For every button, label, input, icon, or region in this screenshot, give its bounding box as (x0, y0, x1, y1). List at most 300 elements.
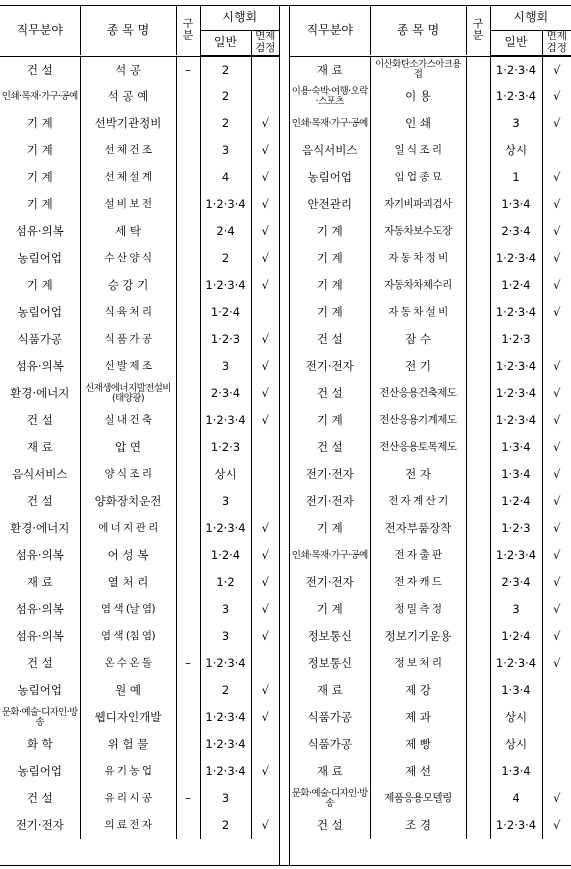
item-cell: 신재생에너지발전설비(태양광) (80, 380, 176, 407)
general-cell: 상시 (490, 731, 542, 758)
header-item: 종 목 명 (370, 5, 466, 55)
item-cell: 실 내 건 축 (80, 407, 176, 434)
exemption-cell: √ (542, 407, 571, 434)
exemption-cell: √ (542, 434, 571, 461)
field-cell: 기 계 (316, 521, 343, 536)
item-cell: 세 탁 (80, 218, 176, 245)
exemption-cell (542, 758, 571, 785)
category-cell (466, 218, 490, 245)
general-cell: 1·2·4 (200, 542, 251, 569)
general-cell: 2 (200, 56, 251, 83)
exemption-cell: √ (542, 785, 571, 812)
category-cell (466, 56, 490, 83)
category-cell (176, 218, 200, 245)
item-cell: 설 비 보 전 (80, 191, 176, 218)
table-row (290, 758, 571, 785)
item-cell: 전산응용기계제도 (370, 407, 466, 434)
table-row (290, 488, 571, 515)
table-row (290, 461, 571, 488)
general-cell: 상시 (200, 461, 251, 488)
general-cell: 1·2·3·4 (200, 758, 251, 785)
exemption-cell (251, 434, 279, 461)
item-cell: 석 공 (80, 56, 176, 83)
general-cell: 3 (200, 353, 251, 380)
general-cell: 1·2·3·4 (490, 380, 542, 407)
field-cell: 건 설 (26, 791, 53, 806)
exemption-cell (251, 488, 279, 515)
field-cell: 건 설 (316, 440, 343, 455)
exemption-cell (251, 461, 279, 488)
category-cell (176, 83, 200, 110)
general-cell: 1·2·3·4 (200, 731, 251, 758)
table-row (0, 353, 279, 380)
category-cell: – (176, 56, 200, 83)
field-cell: 섬유·의복 (15, 359, 64, 374)
field-cell: 환경·에너지 (10, 386, 70, 401)
exemption-cell: √ (251, 164, 279, 191)
exemption-cell: √ (542, 515, 571, 542)
category-cell (466, 461, 490, 488)
general-cell: 1·2·3 (200, 434, 251, 461)
table-row (290, 704, 571, 731)
field-cell: 건 설 (26, 656, 53, 671)
item-cell: 의 료 전 자 (80, 812, 176, 839)
general-cell: 3 (490, 110, 542, 137)
table-row (290, 164, 571, 191)
exemption-cell (251, 650, 279, 677)
exemption-cell: √ (251, 218, 279, 245)
header-field: 직무분야 (16, 22, 63, 37)
table-row (0, 164, 279, 191)
field-cell: 인쇄·목재·가구·공예 (291, 117, 368, 129)
table-row (290, 731, 571, 758)
item-cell: 전자부품장착 (370, 515, 466, 542)
category-cell (176, 515, 200, 542)
category-cell (176, 461, 200, 488)
field-cell: 문화·예술·디자인·방송 (1, 706, 78, 728)
general-cell: 1·2·3·4 (200, 191, 251, 218)
table-row (290, 110, 571, 137)
exemption-cell: √ (542, 110, 571, 137)
general-cell: 1·2·3·4 (200, 407, 251, 434)
field-cell: 농림어업 (307, 170, 352, 185)
exemption-cell: √ (542, 191, 571, 218)
table-row (0, 461, 279, 488)
field-cell: 농림어업 (17, 251, 62, 266)
item-cell: 제 과 (370, 704, 466, 731)
exemption-cell: √ (251, 110, 279, 137)
item-cell: 조 경 (370, 812, 466, 839)
table-row (290, 407, 571, 434)
general-cell: 2 (200, 812, 251, 839)
field-cell: 안전관리 (307, 197, 352, 212)
field-cell: 전기·전자 (15, 818, 64, 833)
category-cell (466, 434, 490, 461)
item-cell: 잠 수 (370, 326, 466, 353)
exemption-cell: √ (542, 272, 571, 299)
field-cell: 기 계 (316, 224, 343, 239)
item-cell: 승 강 기 (80, 272, 176, 299)
field-cell: 섬유·의복 (15, 629, 64, 644)
field-cell: 전기·전자 (305, 494, 354, 509)
table-row (0, 299, 279, 326)
general-cell: 2 (200, 110, 251, 137)
table-row (290, 785, 571, 812)
category-cell (466, 677, 490, 704)
field-cell: 기 계 (316, 413, 343, 428)
general-cell: 2·3·4 (200, 380, 251, 407)
category-cell (466, 704, 490, 731)
table-row (0, 623, 279, 650)
category-cell (176, 434, 200, 461)
item-cell: 선 체 건 조 (80, 137, 176, 164)
table-row (290, 434, 571, 461)
category-cell (466, 245, 490, 272)
exemption-cell (542, 731, 571, 758)
table-row (0, 515, 279, 542)
general-cell: 1·2·3·4 (490, 353, 542, 380)
field-cell: 전기·전자 (305, 575, 354, 590)
category-cell (466, 515, 490, 542)
general-cell: 1·2·4 (490, 623, 542, 650)
exemption-cell: √ (542, 596, 571, 623)
table-row (290, 56, 571, 83)
table-row (290, 218, 571, 245)
category-cell (466, 299, 490, 326)
general-cell: 1·2·3·4 (200, 272, 251, 299)
general-cell: 1 (490, 164, 542, 191)
category-cell (466, 407, 490, 434)
general-cell: 1·2·3·4 (200, 704, 251, 731)
general-cell: 1·2·4 (490, 488, 542, 515)
general-cell: 1·3·4 (490, 191, 542, 218)
field-cell: 건 설 (316, 332, 343, 347)
category-cell (176, 245, 200, 272)
field-cell: 화 학 (26, 737, 53, 752)
category-cell (466, 623, 490, 650)
header-field: 직무분야 (306, 22, 353, 37)
item-cell: 자동차보수도장 (370, 218, 466, 245)
header-exam-times: 시행회 (490, 5, 571, 30)
general-cell: 1·2·3·4 (490, 542, 542, 569)
table-bottom-border (0, 865, 571, 866)
field-cell: 섬유·의복 (15, 602, 64, 617)
field-cell: 건 설 (316, 386, 343, 401)
general-cell: 1·2·3·4 (490, 812, 542, 839)
field-cell: 농림어업 (17, 683, 62, 698)
exemption-cell: √ (251, 812, 279, 839)
general-cell: 1·2·3·4 (200, 515, 251, 542)
general-cell: 2 (200, 245, 251, 272)
general-cell: 1·2·3·4 (490, 83, 542, 110)
exemption-cell: √ (251, 677, 279, 704)
item-cell: 수 산 양 식 (80, 245, 176, 272)
item-cell: 신 발 제 조 (80, 353, 176, 380)
general-cell: 3 (200, 596, 251, 623)
item-cell: 에 너 지 관 리 (80, 515, 176, 542)
exemption-cell: √ (251, 569, 279, 596)
field-cell: 인쇄·목재·가구·공예 (1, 90, 78, 102)
header-general: 일반 (490, 30, 542, 55)
field-cell: 기 계 (316, 251, 343, 266)
table-row (0, 596, 279, 623)
category-cell (176, 704, 200, 731)
table-row (290, 245, 571, 272)
field-cell: 정보통신 (307, 629, 352, 644)
general-cell: 1·2·3·4 (490, 299, 542, 326)
category-cell (466, 137, 490, 164)
table-row (290, 623, 571, 650)
header-general: 일반 (200, 30, 251, 55)
category-cell (466, 758, 490, 785)
general-cell: 2·3·4 (490, 218, 542, 245)
item-cell: 자동차차체수리 (370, 272, 466, 299)
exemption-cell: √ (251, 353, 279, 380)
field-cell: 기 계 (26, 278, 53, 293)
category-cell (466, 380, 490, 407)
table-row (0, 272, 279, 299)
general-cell: 2 (200, 677, 251, 704)
item-cell: 원 예 (80, 677, 176, 704)
item-cell: 유 리 시 공 (80, 785, 176, 812)
table-row (290, 650, 571, 677)
exemption-cell: √ (542, 461, 571, 488)
category-cell (466, 488, 490, 515)
general-cell: 1·2 (200, 569, 251, 596)
category-cell (176, 542, 200, 569)
field-cell: 섬유·의복 (15, 224, 64, 239)
category-cell (466, 650, 490, 677)
category-cell (176, 191, 200, 218)
item-cell: 정 밀 측 정 (370, 596, 466, 623)
item-cell: 제 빵 (370, 731, 466, 758)
table-row (0, 137, 279, 164)
item-cell: 일 식 조 리 (370, 137, 466, 164)
exemption-cell: √ (542, 164, 571, 191)
item-cell: 염 색 (날 염) (80, 596, 176, 623)
field-cell: 정보통신 (307, 656, 352, 671)
general-cell: 1·3·4 (490, 758, 542, 785)
category-cell (466, 569, 490, 596)
field-cell: 기 계 (26, 170, 53, 185)
general-cell: 상시 (490, 137, 542, 164)
field-cell: 농림어업 (17, 764, 62, 779)
header-category: 구 분 (176, 5, 200, 55)
category-cell (466, 596, 490, 623)
field-cell: 섬유·의복 (15, 548, 64, 563)
exemption-cell: √ (251, 380, 279, 407)
field-cell: 식품가공 (307, 710, 352, 725)
exemption-cell: √ (542, 218, 571, 245)
category-cell (176, 812, 200, 839)
exemption-cell: √ (542, 353, 571, 380)
exemption-cell: √ (251, 191, 279, 218)
general-cell: 1·2·3·4 (490, 650, 542, 677)
right-table-body (290, 56, 571, 839)
item-cell: 정보기기운용 (370, 623, 466, 650)
category-cell (176, 110, 200, 137)
exemption-cell: √ (251, 758, 279, 785)
field-cell: 건 설 (26, 413, 53, 428)
table-row (0, 56, 279, 83)
category-cell (176, 488, 200, 515)
exemption-cell (251, 785, 279, 812)
field-cell: 이용·숙박·여행·오락·스포츠 (291, 85, 368, 107)
general-cell: 상시 (490, 704, 542, 731)
general-cell: 3 (200, 623, 251, 650)
field-cell: 기 계 (316, 602, 343, 617)
exemption-cell (542, 704, 571, 731)
table-row (0, 380, 279, 407)
general-cell: 1·2·3·4 (490, 56, 542, 83)
general-cell: 2 (200, 83, 251, 110)
left-table-body (0, 56, 279, 839)
field-cell: 건 설 (26, 494, 53, 509)
category-cell: – (176, 650, 200, 677)
exemption-cell: √ (542, 650, 571, 677)
table-row (290, 677, 571, 704)
field-cell: 문화·예술·디자인·방송 (291, 787, 368, 809)
general-cell: 4 (200, 164, 251, 191)
field-cell: 기 계 (26, 197, 53, 212)
exemption-cell: √ (251, 137, 279, 164)
item-cell: 이 용 (370, 83, 466, 110)
item-cell: 인 쇄 (370, 110, 466, 137)
header-exemption: 면제 검정 (542, 30, 571, 55)
category-cell (176, 569, 200, 596)
exemption-cell: √ (542, 542, 571, 569)
general-cell: 1·2·4 (490, 272, 542, 299)
exemption-cell: √ (542, 83, 571, 110)
item-cell: 전산응용토목제도 (370, 434, 466, 461)
field-cell: 전기·전자 (305, 467, 354, 482)
item-cell: 전산응용건축제도 (370, 380, 466, 407)
category-cell (176, 326, 200, 353)
table-row (290, 542, 571, 569)
field-cell: 건 설 (26, 62, 53, 77)
category-cell (176, 272, 200, 299)
item-cell: 웹디자인개발 (80, 704, 176, 731)
table-row (0, 731, 279, 758)
category-cell (466, 353, 490, 380)
field-cell: 음식서비스 (11, 467, 68, 482)
table-row (0, 569, 279, 596)
table-row (0, 434, 279, 461)
exemption-cell (251, 731, 279, 758)
exemption-cell: √ (251, 515, 279, 542)
exemption-cell: √ (542, 812, 571, 839)
exemption-cell: √ (542, 623, 571, 650)
table-row (0, 245, 279, 272)
header-category: 구 분 (466, 5, 490, 55)
field-cell: 기 계 (316, 305, 343, 320)
exemption-cell: √ (251, 245, 279, 272)
general-cell: 1·2·3 (490, 515, 542, 542)
field-cell: 환경·에너지 (10, 521, 70, 536)
exemption-cell (542, 137, 571, 164)
general-cell: 1·2·3·4 (490, 407, 542, 434)
item-cell: 제품응용모델링 (370, 785, 466, 812)
item-cell: 석 공 예 (80, 83, 176, 110)
header-exam-times: 시행회 (200, 5, 279, 30)
item-cell: 제 선 (370, 758, 466, 785)
header-exemption: 면제 검정 (251, 30, 279, 55)
category-cell (176, 623, 200, 650)
item-cell: 전 기 (370, 353, 466, 380)
item-cell: 전 자 출 판 (370, 542, 466, 569)
field-cell: 인쇄·목재·가구·공예 (291, 549, 368, 561)
table-row (0, 704, 279, 731)
general-cell: 4 (490, 785, 542, 812)
exemption-cell: √ (542, 245, 571, 272)
general-cell: 3 (200, 488, 251, 515)
table-row (0, 758, 279, 785)
category-cell (176, 596, 200, 623)
table-row (0, 488, 279, 515)
table-row (290, 83, 571, 110)
category-cell (466, 110, 490, 137)
item-cell: 위 험 물 (80, 731, 176, 758)
table-row (290, 569, 571, 596)
category-cell (176, 380, 200, 407)
item-cell: 자 동 차 정 비 (370, 245, 466, 272)
general-cell: 3 (200, 137, 251, 164)
item-cell: 유 기 농 업 (80, 758, 176, 785)
field-cell: 재 료 (26, 575, 53, 590)
exemption-cell: √ (251, 596, 279, 623)
field-cell: 음식서비스 (301, 143, 358, 158)
item-cell: 제 강 (370, 677, 466, 704)
header-item: 종 목 명 (80, 5, 176, 55)
item-cell: 압 연 (80, 434, 176, 461)
table-row (0, 218, 279, 245)
item-cell: 전 자 (370, 461, 466, 488)
exemption-cell: √ (251, 542, 279, 569)
item-cell: 전 자 캐 드 (370, 569, 466, 596)
category-cell (466, 191, 490, 218)
exemption-cell: √ (542, 488, 571, 515)
item-cell: 열 처 리 (80, 569, 176, 596)
category-cell (466, 272, 490, 299)
field-cell: 전기·전자 (305, 359, 354, 374)
exemption-cell: √ (251, 326, 279, 353)
item-cell: 선 체 설 계 (80, 164, 176, 191)
table-row (290, 353, 571, 380)
field-cell: 기 계 (26, 143, 53, 158)
table-row (290, 326, 571, 353)
table-row (0, 542, 279, 569)
field-cell: 식품가공 (307, 737, 352, 752)
item-cell: 양화장치운전 (80, 488, 176, 515)
field-cell: 재 료 (316, 683, 343, 698)
field-cell: 건 설 (316, 818, 343, 833)
category-cell (466, 785, 490, 812)
table-row (0, 650, 279, 677)
item-cell: 식 육 처 리 (80, 299, 176, 326)
category-cell: – (176, 785, 200, 812)
category-cell (466, 83, 490, 110)
table-row (0, 191, 279, 218)
field-cell: 기 계 (316, 278, 343, 293)
item-cell: 어 성 복 (80, 542, 176, 569)
item-cell: 양 식 조 리 (80, 461, 176, 488)
field-cell: 식품가공 (17, 332, 62, 347)
exemption-cell: √ (542, 299, 571, 326)
exemption-cell: √ (542, 380, 571, 407)
category-cell (176, 353, 200, 380)
table-row (0, 812, 279, 839)
exemption-cell (251, 56, 279, 83)
